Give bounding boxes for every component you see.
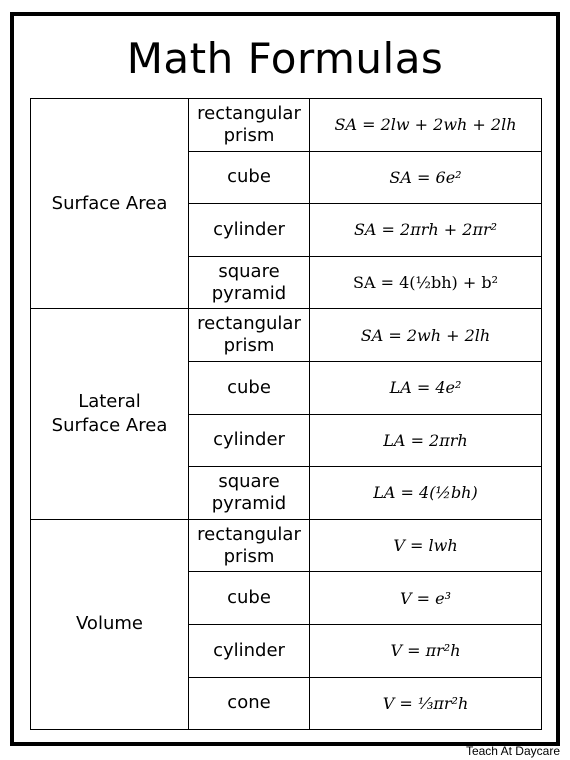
- table-row: [31, 99, 542, 152]
- formula-cell: V = lwh: [310, 519, 542, 572]
- poster-frame: [10, 12, 560, 746]
- formula-cell: V = ⅓πr²h: [310, 677, 542, 730]
- table-row: [31, 309, 542, 362]
- category-cell: [31, 99, 189, 309]
- formula-cell: SA = 2πrh + 2πr²: [310, 204, 542, 257]
- category-label: Lateral Surface Area: [51, 391, 168, 437]
- formula-cell: SA = 6e²: [310, 151, 542, 204]
- shape-cell: square pyramid: [189, 256, 310, 309]
- shape-cell: rectangular prism: [189, 519, 310, 572]
- formula-cell: V = e³: [310, 572, 542, 625]
- shape-cell: cone: [189, 677, 310, 730]
- shape-cell: cylinder: [189, 624, 310, 677]
- category-cell: [31, 309, 189, 519]
- shape-cell: cube: [189, 151, 310, 204]
- formula-cell: SA = 2lw + 2wh + 2lh: [310, 99, 542, 152]
- formula-cell: LA = 4(½bh): [310, 467, 542, 520]
- shape-cell: rectangular prism: [189, 309, 310, 362]
- page-title: Math Formulas: [126, 34, 444, 83]
- category-cell: [31, 519, 189, 729]
- formula-cell: SA = 2wh + 2lh: [310, 309, 542, 362]
- shape-cell: cylinder: [189, 204, 310, 257]
- formula-cell: SA = 4(½bh) + b²: [310, 256, 542, 309]
- shape-cell: rectangular prism: [189, 99, 310, 152]
- shape-cell: cylinder: [189, 414, 310, 467]
- formula-cell: LA = 4e²: [310, 361, 542, 414]
- category-label: Volume: [76, 613, 143, 635]
- formula-cell: LA = 2πrh: [310, 414, 542, 467]
- formula-cell: V = πr²h: [310, 624, 542, 677]
- category-label: Surface Area: [51, 192, 168, 214]
- table-row: [31, 519, 542, 572]
- shape-cell: cube: [189, 361, 310, 414]
- shape-cell: square pyramid: [189, 467, 310, 520]
- shape-cell: cube: [189, 572, 310, 625]
- formula-table: [30, 98, 542, 730]
- footer-credit: Teach At Daycare: [465, 744, 560, 758]
